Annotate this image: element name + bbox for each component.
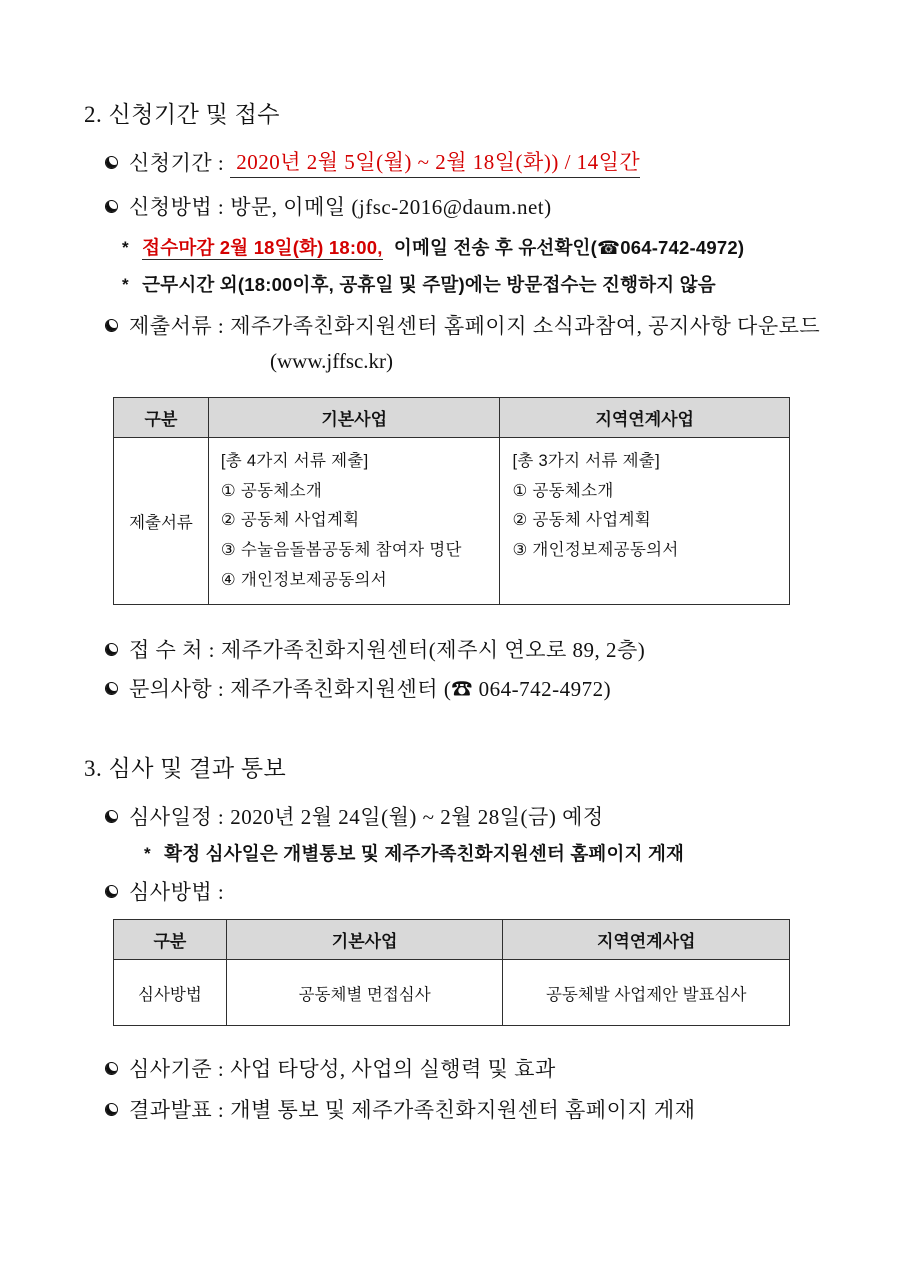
list-item: ① 공동체소개 bbox=[220, 481, 323, 500]
circle-bullet-icon bbox=[105, 682, 118, 695]
review-criteria-line bbox=[105, 1053, 840, 1083]
submission-docs-table bbox=[113, 397, 790, 605]
list-item: [총 4가지 서류 제출] bbox=[220, 452, 369, 470]
contact-value: 제주가족친화지원센터 (☎ 064-742-4972) bbox=[230, 677, 612, 702]
circle-bullet-icon bbox=[105, 643, 118, 656]
basic-docs-list bbox=[221, 447, 488, 595]
review-method-table bbox=[113, 919, 790, 1026]
circle-bullet-icon bbox=[105, 1062, 118, 1075]
circle-bullet-icon bbox=[105, 156, 118, 169]
review-method-line bbox=[105, 876, 840, 906]
contact-label: 문의사항 : bbox=[129, 677, 225, 702]
col-header-regional: 지역연계사업 bbox=[503, 920, 790, 960]
col-header-category: 구분 bbox=[114, 398, 209, 438]
col-header-regional: 지역연계사업 bbox=[500, 398, 790, 438]
review-method-label: 심사방법 : bbox=[129, 880, 225, 905]
submission-docs-label: 제출서류 : bbox=[129, 314, 225, 338]
deadline-note-line bbox=[122, 234, 840, 260]
col-header-basic: 기본사업 bbox=[226, 920, 503, 960]
list-item: ② 공동체 사업계획 bbox=[512, 511, 651, 530]
section-review-title: 3. 심사 및 결과 통보 bbox=[84, 756, 287, 782]
basic-review-cell: 공동체별 면접심사 bbox=[226, 960, 503, 1026]
regional-review-cell: 공동체발 사업제안 발표심사 bbox=[503, 960, 790, 1026]
col-header-basic: 기본사업 bbox=[208, 398, 500, 438]
application-method-value: 방문, 이메일 (jfsc-2016@daum.net) bbox=[230, 195, 552, 219]
review-schedule-label: 심사일정 : bbox=[129, 805, 225, 830]
working-hours-note-line bbox=[122, 271, 840, 297]
asterisk-icon: * bbox=[144, 844, 151, 864]
result-announcement-label: 결과발표 : bbox=[129, 1098, 225, 1123]
review-schedule-note: 확정 심사일은 개별통보 및 제주가족친화지원센터 홈페이지 게재 bbox=[164, 843, 685, 865]
asterisk-icon: * bbox=[122, 238, 129, 257]
application-period-label: 신청기간 : bbox=[129, 151, 225, 175]
review-schedule-line bbox=[105, 801, 840, 831]
reception-label: 접 수 처 : bbox=[129, 638, 215, 663]
list-item: ④ 개인정보제공동의서 bbox=[220, 570, 388, 589]
table-row bbox=[114, 960, 790, 1026]
row-label-docs: 제출서류 bbox=[114, 438, 209, 605]
application-method-line bbox=[105, 191, 840, 221]
table-header-row bbox=[114, 398, 790, 438]
row-label-review-method: 심사방법 bbox=[114, 960, 227, 1026]
working-hours-note: 근무시간 외(18:00이후, 공휴일 및 주말)에는 방문접수는 진행하지 않음 bbox=[142, 274, 716, 295]
reception-value: 제주가족친화지원센터(제주시 연오로 89, 2층) bbox=[220, 638, 646, 663]
deadline-note-red: 접수마감 2월 18일(화) 18:00, bbox=[142, 237, 383, 258]
list-item: ③ 개인정보제공동의서 bbox=[512, 541, 679, 560]
regional-docs-cell bbox=[500, 438, 790, 605]
deadline-note-rest: 이메일 전송 후 유선확인(☎064-742-4972) bbox=[393, 237, 745, 258]
review-schedule-note-line bbox=[144, 840, 840, 866]
review-criteria-label: 심사기준 : bbox=[129, 1057, 225, 1082]
section-application-title: 2. 신청기간 및 접수 bbox=[84, 102, 281, 127]
application-period-line bbox=[105, 146, 840, 178]
circle-bullet-icon bbox=[105, 1103, 118, 1116]
list-item: ② 공동체 사업계획 bbox=[220, 511, 360, 530]
result-announcement-value: 개별 통보 및 제주가족친화지원센터 홈페이지 게재 bbox=[230, 1098, 696, 1123]
regional-docs-list bbox=[512, 447, 777, 566]
table-header-row bbox=[114, 920, 790, 960]
review-criteria-value: 사업 타당성, 사업의 실행력 및 효과 bbox=[230, 1057, 556, 1082]
website-url: (www.jffsc.kr) bbox=[270, 349, 394, 373]
list-item: ③ 수눌음돌봄공동체 참여자 명단 bbox=[220, 541, 462, 560]
circle-bullet-icon bbox=[105, 200, 118, 213]
list-item: ① 공동체소개 bbox=[512, 481, 614, 500]
circle-bullet-icon bbox=[105, 319, 118, 332]
reception-line bbox=[105, 634, 840, 664]
submission-docs-line bbox=[105, 310, 840, 340]
review-schedule-value: 2020년 2월 24일(월) ~ 2월 28일(금) 예정 bbox=[230, 805, 604, 830]
application-period-value: 2020년 2월 5일(월) ~ 2월 18일(화)) / 14일간 bbox=[230, 146, 640, 178]
table-row bbox=[114, 438, 790, 605]
col-header-category: 구분 bbox=[114, 920, 227, 960]
circle-bullet-icon bbox=[105, 885, 118, 898]
contact-line bbox=[105, 673, 840, 703]
submission-docs-value: 제주가족친화지원센터 홈페이지 소식과참여, 공지사항 다운로드 bbox=[230, 314, 821, 338]
list-item: [총 3가지 서류 제출] bbox=[512, 452, 661, 470]
result-announcement-line bbox=[105, 1094, 840, 1124]
application-method-label: 신청방법 : bbox=[129, 195, 225, 219]
basic-docs-cell bbox=[208, 438, 500, 605]
asterisk-icon: * bbox=[122, 275, 129, 294]
circle-bullet-icon bbox=[105, 810, 118, 823]
